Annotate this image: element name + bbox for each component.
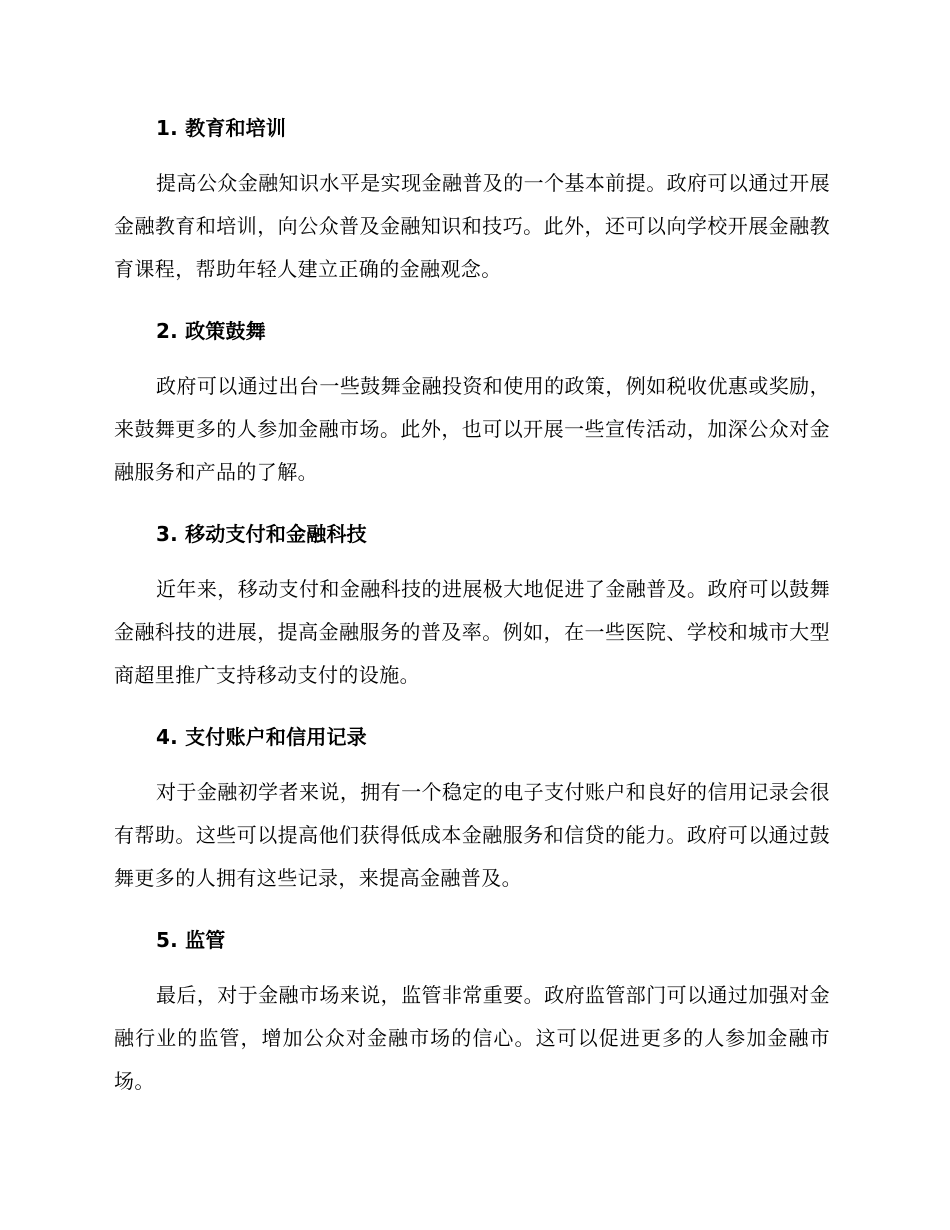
section-heading: 4. 支付账户和信用记录: [156, 725, 367, 749]
section-paragraph: 最后，对于金融市场来说，监管非常重要。政府监管部门可以通过加强对金融行业的监管，增加公众对金融市场的信心。这可以促进更多的人参加金融市场。: [114, 983, 830, 1093]
section-payment-accounts: [114, 717, 830, 900]
section-heading: 2. 政策鼓舞: [156, 319, 266, 343]
section-heading: 1. 教育和培训: [156, 116, 287, 140]
section-paragraph: 近年来，移动支付和金融科技的进展极大地促进了金融普及。政府可以鼓舞金融科技的进展，提高金融服务的普及率。例如，在一些医院、学校和城市大型商超里推广支持移动支付的设施。: [114, 577, 830, 687]
section-paragraph: 对于金融初学者来说，拥有一个稳定的电子支付账户和良好的信用记录会很有帮助。这些可以提高他们获得低成本金融服务和信贷的能力。政府可以通过鼓舞更多的人拥有这些记录，来提高金融普及。: [114, 780, 830, 890]
section-mobile-payment: [114, 514, 830, 697]
document-body: [114, 108, 830, 1123]
section-paragraph: 政府可以通过出台一些鼓舞金融投资和使用的政策，例如税收优惠或奖励，来鼓舞更多的人参加金融市场。此外，也可以开展一些宣传活动，加深公众对金融服务和产品的了解。: [114, 374, 830, 484]
section-heading: 5. 监管: [156, 928, 226, 952]
section-heading: 3. 移动支付和金融科技: [156, 522, 367, 546]
section-education: [114, 108, 830, 291]
section-paragraph: 提高公众金融知识水平是实现金融普及的一个基本前提。政府可以通过开展金融教育和培训，向公众普及金融知识和技巧。此外，还可以向学校开展金融教育课程，帮助年轻人建立正确的金融观念。: [114, 171, 830, 281]
section-regulation: [114, 920, 830, 1103]
section-policy: [114, 311, 830, 494]
